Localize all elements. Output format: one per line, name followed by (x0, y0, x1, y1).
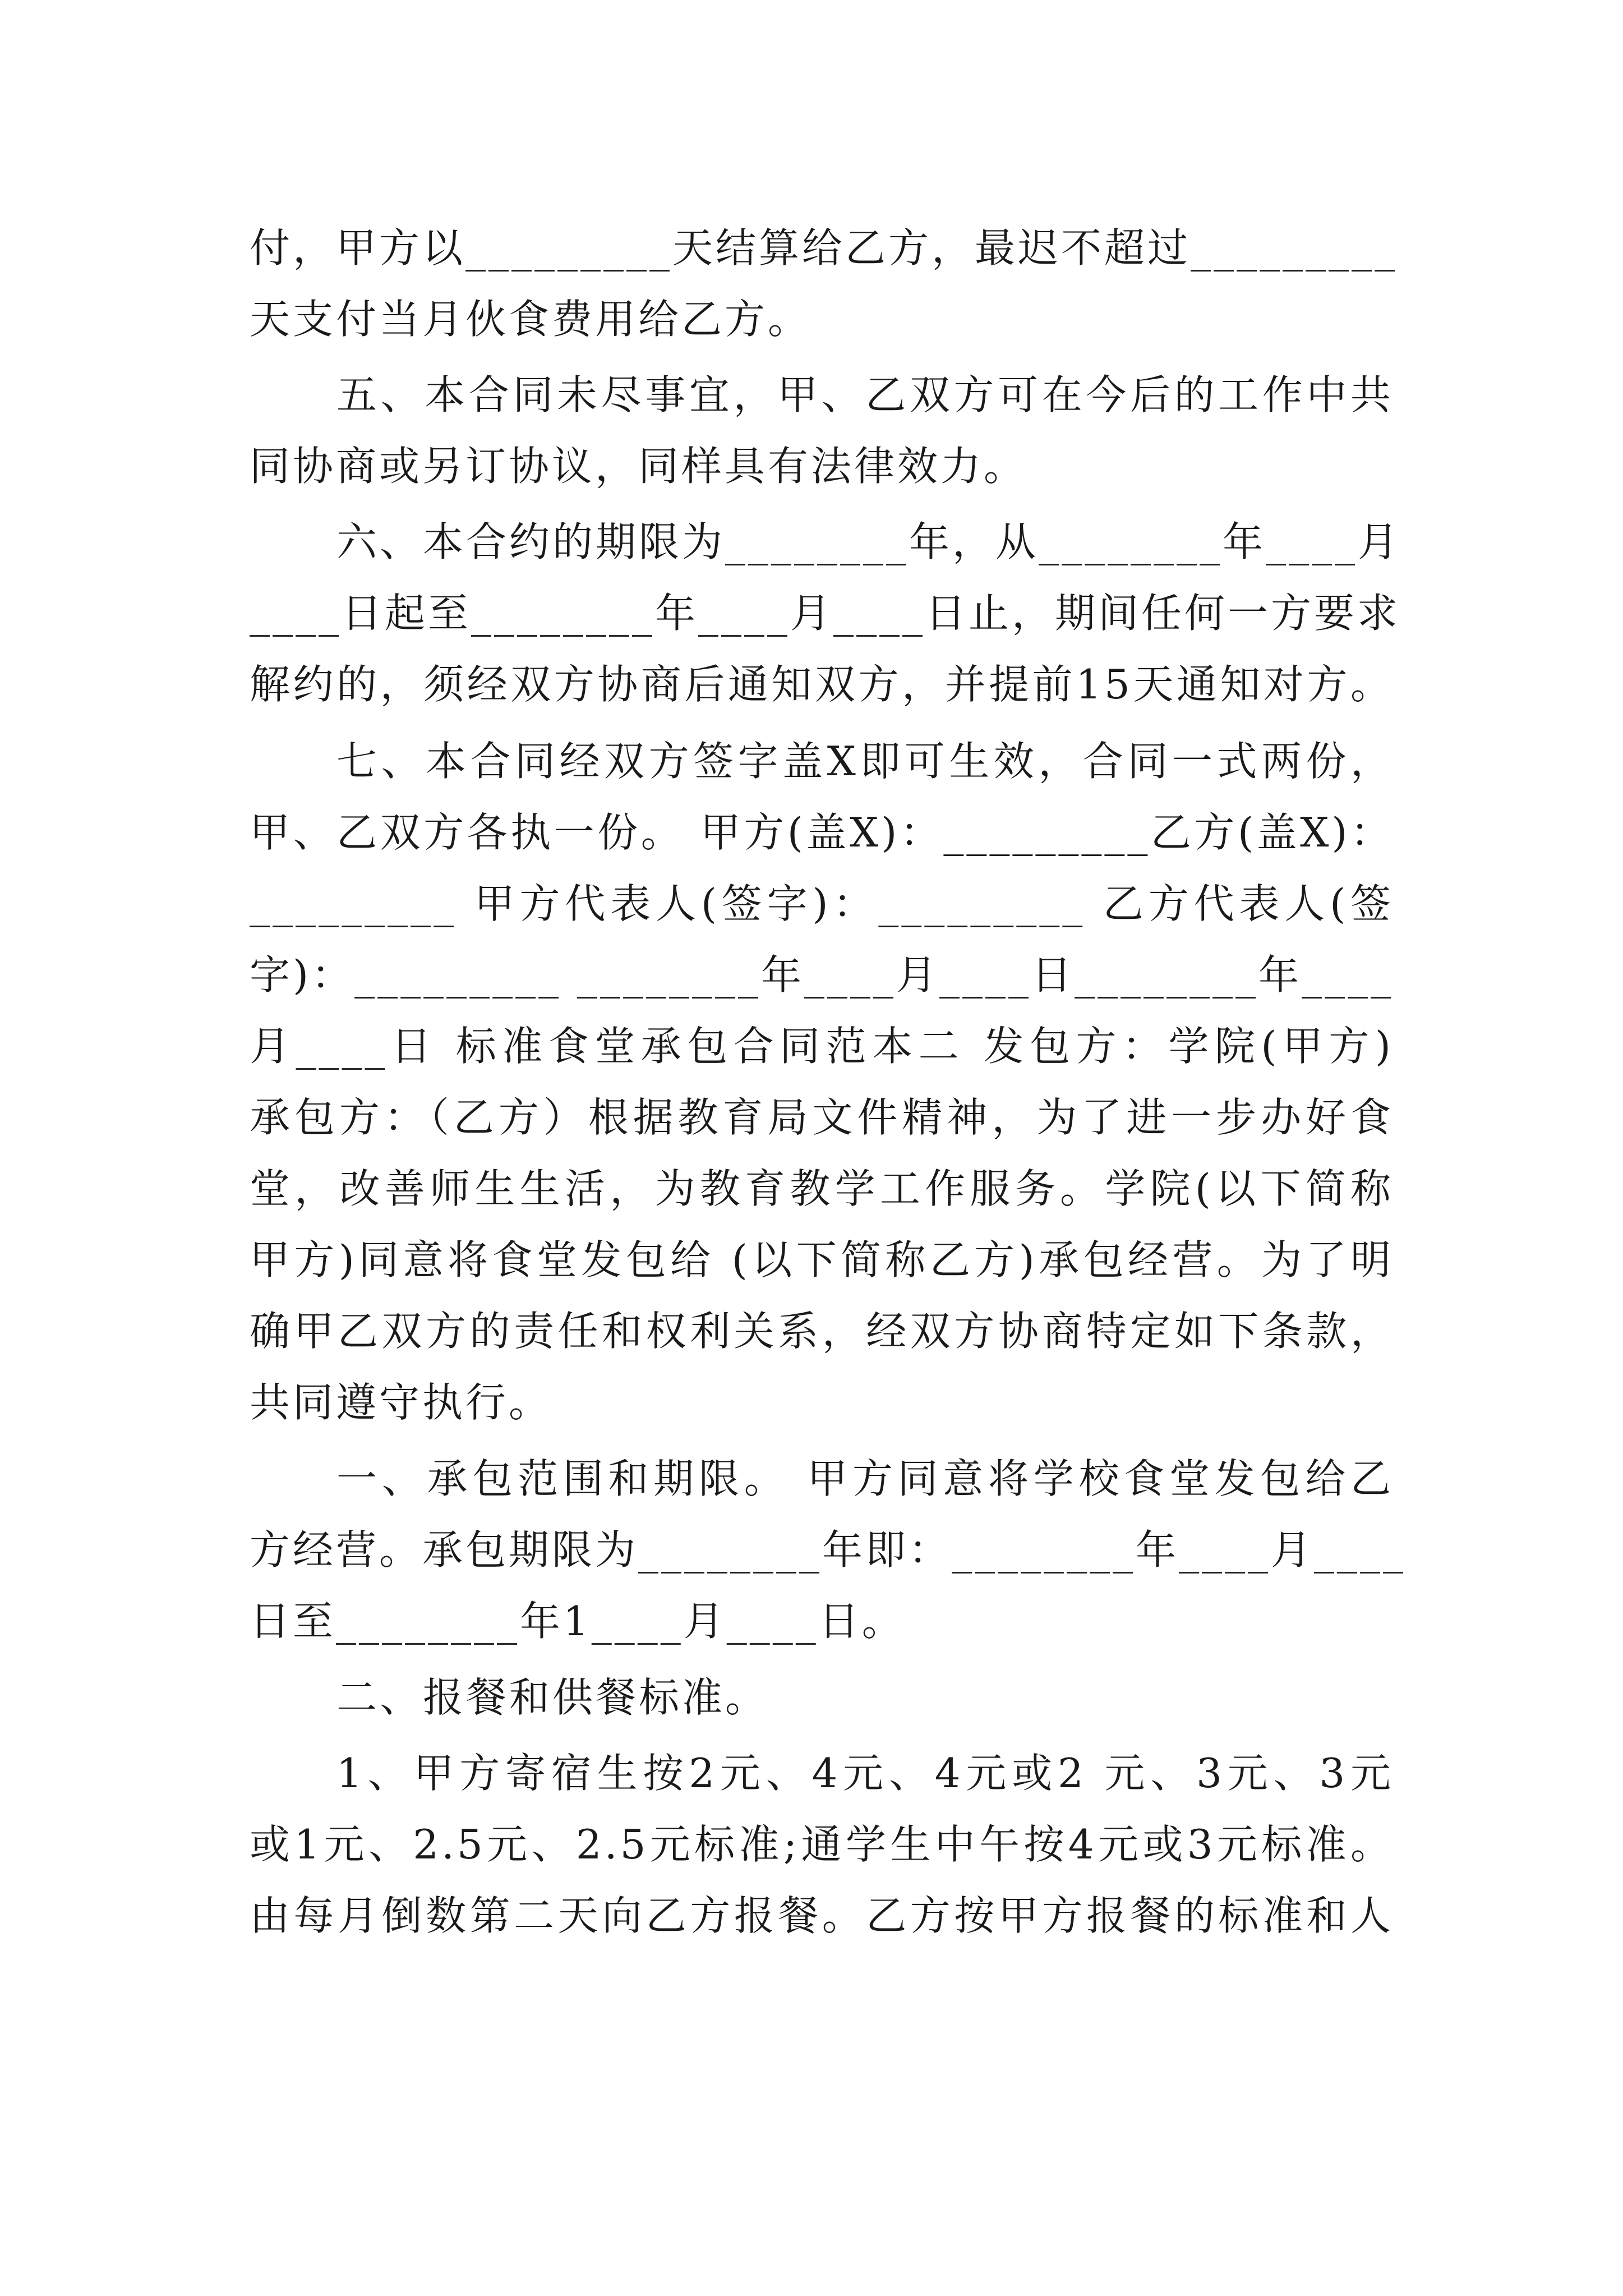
text-line: 堂，改善师生生活，为教育教学工作服务。学院(以下简称 (250, 1165, 1394, 1212)
text-line: 同协商或另订协议，同样具有法律效力。 (250, 443, 1027, 490)
text-line: _________ 甲方代表人(签字)：_________ 乙方代表人(签 (250, 880, 1394, 927)
text-line: 日至________年1____月____日。 (250, 1598, 905, 1645)
text-line: 解约的，须经双方协商后通知双方，并提前15天通知对方。 (250, 661, 1394, 708)
text-line: 甲方)同意将食堂发包给 (以下简称乙方)承包经营。为了明 (250, 1236, 1394, 1283)
text-line: 或1元、2.5元、2.5元标准;通学生中午按4元或3元标准。 (250, 1821, 1394, 1868)
text-line: 1、甲方寄宿生按2元、4元、4元或2 元、3元、3元 (336, 1750, 1394, 1797)
text-line: 共同遵守执行。 (250, 1379, 552, 1426)
text-line: 七、本合同经双方签字盖X即可生效，合同一式两份， (336, 738, 1394, 785)
text-line: 五、本合同未尽事宜，甲、乙双方可在今后的工作中共 (336, 371, 1394, 418)
text-line: 方经营。承包期限为________年即：________年____月____ (250, 1526, 1407, 1573)
text-line: 月____日 标准食堂承包合同范本二 发包方：学院(甲方) (250, 1023, 1394, 1070)
text-line: 付，甲方以_________天结算给乙方，最迟不超过_________ (250, 224, 1398, 272)
text-line: 一、承包范围和期限。 甲方同意将学校食堂发包给乙 (336, 1455, 1394, 1502)
text-line: 字)：_________ ________年____月____日________年____ (250, 951, 1394, 999)
text-line: 二、报餐和供餐标准。 (336, 1674, 769, 1721)
text-line: 确甲乙双方的责任和权利关系，经双方协商特定如下条款， (250, 1308, 1394, 1355)
text-line: ____日起至________年____月____日止，期间任何一方要求 (250, 590, 1401, 637)
text-line: 甲、乙双方各执一份。 甲方(盖X)：_________乙方(盖X)： (250, 809, 1394, 856)
text-line: 承包方：（乙方）根据教育局文件精神，为了进一步办好食 (250, 1094, 1394, 1141)
text-line: 六、本合约的期限为________年，从________年____月 (336, 518, 1401, 565)
text-line: 天支付当月伙食费用给乙方。 (250, 296, 811, 343)
text-line: 由每月倒数第二天向乙方报餐。乙方按甲方报餐的标准和人 (250, 1892, 1394, 1939)
